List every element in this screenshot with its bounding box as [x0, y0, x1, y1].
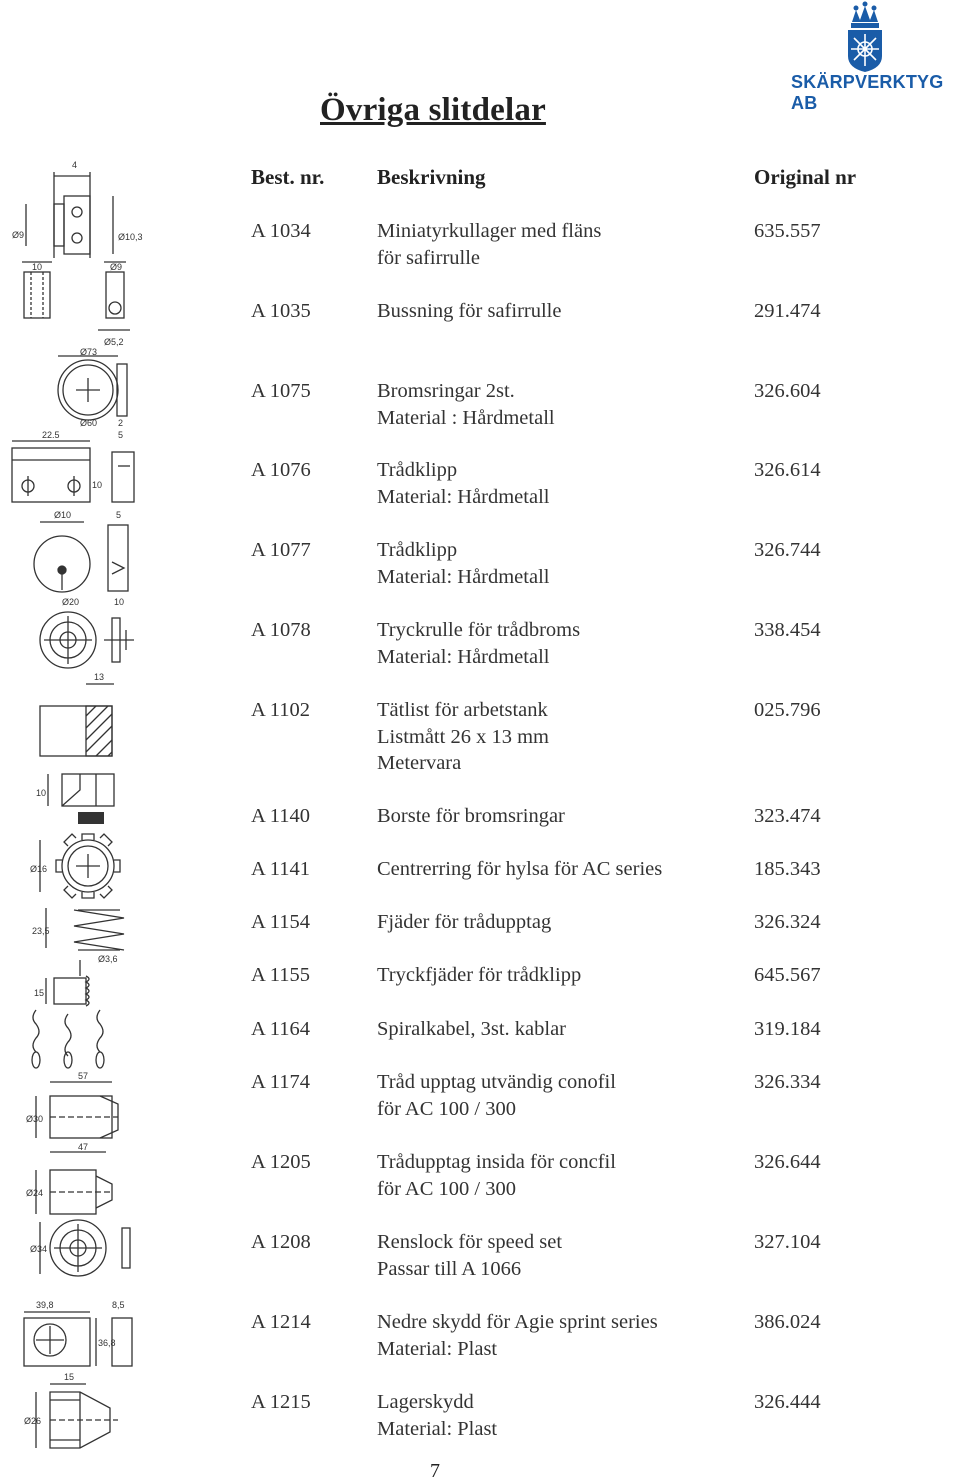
original-no: 386.024: [754, 1311, 821, 1333]
original-no: 185.343: [754, 858, 821, 880]
svg-text:13: 13: [94, 672, 105, 682]
original-no: 323.474: [754, 805, 821, 827]
page-title: Övriga slitdelar: [320, 92, 546, 128]
svg-text:Ø30: Ø30: [26, 1114, 44, 1124]
original-no: 319.184: [754, 1018, 821, 1040]
drawing-a1208: [30, 1220, 130, 1276]
part-no: A 1102: [251, 699, 311, 721]
part-no: A 1155: [251, 964, 311, 986]
svg-text:39,8: 39,8: [36, 1300, 54, 1310]
svg-text:10: 10: [36, 788, 47, 798]
part-no: A 1034: [251, 220, 311, 242]
original-no: 326.744: [754, 539, 821, 561]
svg-text:15: 15: [64, 1372, 75, 1382]
original-no: 645.567: [754, 964, 821, 986]
original-no: 326.334: [754, 1071, 821, 1093]
drawing-a1102: [36, 672, 114, 824]
svg-text:Ø34: Ø34: [30, 1244, 48, 1254]
part-no: A 1208: [251, 1231, 311, 1253]
original-no: 635.557: [754, 220, 821, 242]
drawing-a1077: [34, 510, 128, 592]
part-no: A 1140: [251, 805, 311, 827]
header-original-no: Original nr: [754, 165, 857, 189]
svg-text:Ø5,2: Ø5,2: [104, 337, 124, 347]
svg-text:10: 10: [92, 480, 103, 490]
svg-text:22.5: 22.5: [42, 430, 60, 440]
svg-text:Ø3,6: Ø3,6: [98, 954, 118, 964]
drawing-a1078: [40, 597, 134, 668]
part-no: A 1077: [251, 539, 311, 561]
drawing-a1214: [24, 1300, 132, 1366]
part-no: A 1075: [251, 380, 311, 402]
drawing-a1075: [58, 347, 127, 428]
page-number: 7: [430, 1460, 440, 1482]
drawing-a1205: [26, 1142, 112, 1214]
svg-text:Ø10,3: Ø10,3: [118, 232, 143, 242]
technical-drawings: [0, 150, 150, 1460]
description: Spiralkabel, 3st. kablar: [377, 1018, 567, 1040]
svg-text:Ø10: Ø10: [54, 510, 72, 520]
svg-text:5: 5: [118, 430, 124, 440]
description: Lagerskydd Material: Plast: [377, 1391, 498, 1440]
original-no: 338.454: [754, 619, 821, 641]
drawing-a1215: [24, 1372, 118, 1448]
svg-text:Ø60: Ø60: [80, 418, 98, 428]
description: Tätlist för arbetstank Listmått 26 x 13 mm Metervara: [377, 699, 549, 774]
svg-text:5: 5: [116, 510, 122, 520]
part-no: A 1141: [251, 858, 311, 880]
drawing-a1034-a1035: [12, 160, 143, 347]
description: Bussning för safirrulle: [377, 300, 562, 322]
original-no: 291.474: [754, 300, 821, 322]
drawing-a1174: [26, 1071, 118, 1138]
svg-text:Ø16: Ø16: [30, 864, 48, 874]
header-part-no: Best. nr.: [251, 165, 325, 189]
description: Tråd upptag utvändig conofil för AC 100 / 300: [377, 1071, 616, 1120]
svg-text:4: 4: [72, 160, 78, 170]
svg-text:10: 10: [32, 262, 43, 272]
original-no: 326.444: [754, 1391, 821, 1413]
original-no: 025.796: [754, 699, 821, 721]
header-description: Beskrivning: [377, 165, 486, 189]
description: Miniatyrkullager med fläns för safirrulle: [377, 220, 602, 269]
svg-text:23,5: 23,5: [32, 926, 50, 936]
svg-text:Ø9: Ø9: [110, 262, 123, 272]
svg-text:Ø24: Ø24: [26, 1188, 44, 1198]
svg-text:Ø9: Ø9: [12, 230, 25, 240]
description: Renslock för speed set Passar till A 1066: [377, 1231, 563, 1280]
drawing-a1155: [34, 954, 118, 1006]
original-no: 326.644: [754, 1151, 821, 1173]
svg-text:Ø26: Ø26: [24, 1416, 42, 1426]
original-no: 326.604: [754, 380, 821, 402]
description: Tryckrulle för trådbroms Material: Hårdmetall: [377, 619, 581, 668]
description: Trådklipp Material: Hårdmetall: [377, 459, 550, 508]
brand-name: SKÄRPVERKTYG AB: [791, 72, 944, 113]
drawing-a1164: [32, 1010, 104, 1068]
description: Trådupptag insida för concfil för AC 100 / 300: [377, 1151, 616, 1200]
part-no: A 1035: [251, 300, 311, 322]
svg-text:Ø73: Ø73: [80, 347, 98, 357]
svg-text:8,5: 8,5: [112, 1300, 125, 1310]
drawing-a1141: [30, 834, 120, 898]
original-no: 326.324: [754, 911, 821, 933]
svg-text:47: 47: [78, 1142, 89, 1152]
drawing-a1076: [12, 430, 134, 502]
part-no: A 1205: [251, 1151, 311, 1173]
part-no: A 1174: [251, 1071, 311, 1093]
svg-text:10: 10: [114, 597, 125, 607]
svg-text:Ø20: Ø20: [62, 597, 80, 607]
description: Fjäder för trådupptag: [377, 911, 552, 933]
part-no: A 1154: [251, 911, 311, 933]
original-no: 327.104: [754, 1231, 821, 1253]
part-no: A 1076: [251, 459, 311, 481]
description: Centrerring för hylsa för AC series: [377, 858, 663, 880]
part-no: A 1078: [251, 619, 311, 641]
description: Borste för bromsringar: [377, 805, 565, 827]
part-no: A 1164: [251, 1018, 311, 1040]
description: Nedre skydd för Agie sprint series Material: Plast: [377, 1311, 658, 1360]
description: Bromsringar 2st. Material : Hårdmetall: [377, 380, 555, 429]
svg-text:57: 57: [78, 1071, 89, 1081]
svg-text:2: 2: [118, 418, 124, 428]
original-no: 326.614: [754, 459, 821, 481]
part-no: A 1215: [251, 1391, 311, 1413]
svg-text:15: 15: [34, 988, 45, 998]
description: Tryckfjäder för trådklipp: [377, 964, 582, 986]
svg-text:36,8: 36,8: [98, 1338, 116, 1348]
description: Trådklipp Material: Hårdmetall: [377, 539, 550, 588]
drawing-a1154: [32, 908, 124, 950]
part-no: A 1214: [251, 1311, 311, 1333]
